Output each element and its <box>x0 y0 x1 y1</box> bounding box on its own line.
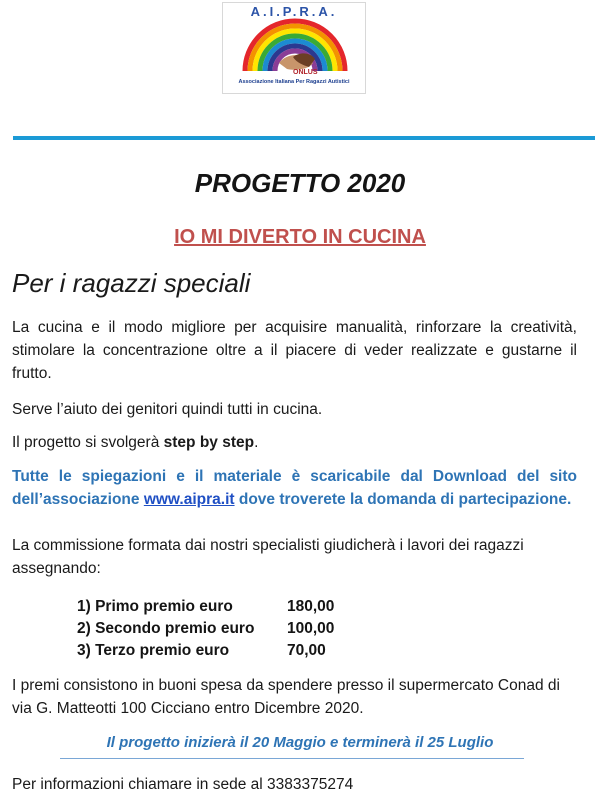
prize-item <box>77 640 377 662</box>
vouchers-paragraph: I premi consistono in buoni spesa da spendere presso il supermercato Conad di via G. Matteotti 100 Cicciano entro Dicembre 2020. <box>12 677 560 717</box>
steps-paragraph <box>12 431 577 454</box>
closing-underline <box>60 758 524 759</box>
steps-suffix: . <box>254 434 259 451</box>
header-divider <box>13 136 595 140</box>
prize-label: 3) Terzo premio euro <box>77 642 230 659</box>
logo-title: A.I.P.R.A. <box>250 4 338 19</box>
website-link[interactable]: www.aipra.it <box>143 491 235 508</box>
prize-item <box>77 596 377 618</box>
parents-paragraph: Serve l’aiuto dei genitori quindi tutti in cucina. <box>12 401 323 418</box>
contact-info: Per informazioni chiamare in sede al 3383375274 <box>12 776 354 793</box>
prize-amount: 100,00 <box>287 620 335 637</box>
prize-label: 1) Primo premio euro <box>77 598 233 615</box>
download-text-before: Tutte le spiegazioni e il materiale è scaricabile dal Download del sito dell’associazione <box>12 468 577 508</box>
prize-list <box>77 596 377 662</box>
steps-prefix: Il progetto si svolgerà <box>12 434 164 451</box>
project-dates: Il progetto inizierà il 20 Maggio e terminerà il 25 Luglio <box>106 734 494 751</box>
prize-item <box>77 618 377 640</box>
prize-amount: 70,00 <box>287 642 326 659</box>
project-subtitle: IO MI DIVERTO IN CUCINA <box>174 226 426 248</box>
prize-label: 2) Secondo premio euro <box>77 620 255 637</box>
prize-amount: 180,00 <box>287 598 335 615</box>
page-title: PROGETTO 2020 <box>194 168 406 198</box>
download-paragraph <box>12 465 577 511</box>
logo-onlus: ONLUS <box>293 69 318 76</box>
steps-bold: step by step <box>163 434 255 451</box>
tagline: Per i ragazzi speciali <box>12 268 251 298</box>
intro-paragraph: La cucina e il modo migliore per acquisire manualità, rinforzare la creatività, stimolare la concentrazione oltre a il piacere di veder realizzate e gustarne il frutto. <box>12 319 577 382</box>
logo-subtitle: Associazione Italiana Per Ragazzi Autistici <box>238 79 350 85</box>
commission-paragraph: La commissione formata dai nostri specialisti giudicherà i lavori dei ragazzi assegnando: <box>12 537 524 577</box>
aipra-logo <box>222 2 366 94</box>
download-text-after: dove troverete la domanda di partecipazione. <box>234 491 572 508</box>
